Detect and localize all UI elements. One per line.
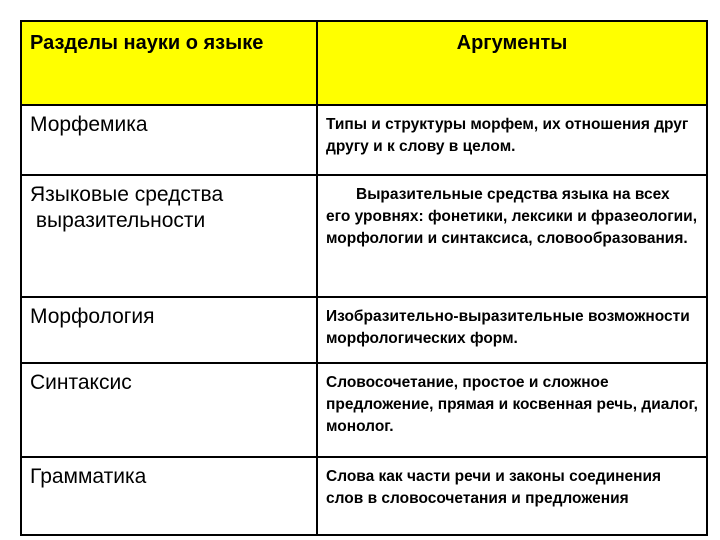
header-arguments-label: Аргументы bbox=[456, 32, 568, 54]
argument-expressive-means: Выразительные средства языка на всех его уровнях: фонетики, лексики и фразеологии, морфологии и синтаксиса, словообразования. bbox=[326, 186, 702, 247]
table-header-row bbox=[21, 21, 707, 105]
section-grammar: Грамматика bbox=[30, 465, 147, 488]
argument-morphology: Изобразительно-выразительные возможности морфологических форм. bbox=[326, 308, 695, 347]
section-morphology: Морфология bbox=[30, 305, 155, 328]
section-syntax: Синтаксис bbox=[30, 371, 132, 394]
section-cell bbox=[21, 175, 317, 297]
section-morphemics: Морфемика bbox=[30, 113, 148, 136]
section-cell bbox=[21, 105, 317, 175]
sections-arguments-table bbox=[20, 20, 708, 536]
section-cell bbox=[21, 297, 317, 363]
argument-cell bbox=[317, 105, 707, 175]
table-row bbox=[21, 457, 707, 535]
argument-cell bbox=[317, 363, 707, 457]
argument-cell bbox=[317, 457, 707, 535]
table-row bbox=[21, 363, 707, 457]
header-sections-label: Разделы науки о языке bbox=[30, 32, 264, 54]
section-cell bbox=[21, 363, 317, 457]
table-row bbox=[21, 297, 707, 363]
argument-grammar: Слова как части речи и законы соединения слов в словосочетания и предложения bbox=[326, 468, 666, 507]
argument-syntax: Словосочетание, простое и сложное предложение, прямая и косвенная речь, диалог, монолог. bbox=[326, 374, 703, 435]
section-cell bbox=[21, 457, 317, 535]
section-expressive-means: Языковые средства выразительности bbox=[30, 183, 224, 232]
header-sections bbox=[21, 21, 317, 105]
argument-morphemics: Типы и структуры морфем, их отношения друг другу и к слову в целом. bbox=[326, 116, 693, 155]
argument-cell bbox=[317, 175, 707, 297]
table-row bbox=[21, 105, 707, 175]
table-row bbox=[21, 175, 707, 297]
argument-cell bbox=[317, 297, 707, 363]
header-arguments bbox=[317, 21, 707, 105]
